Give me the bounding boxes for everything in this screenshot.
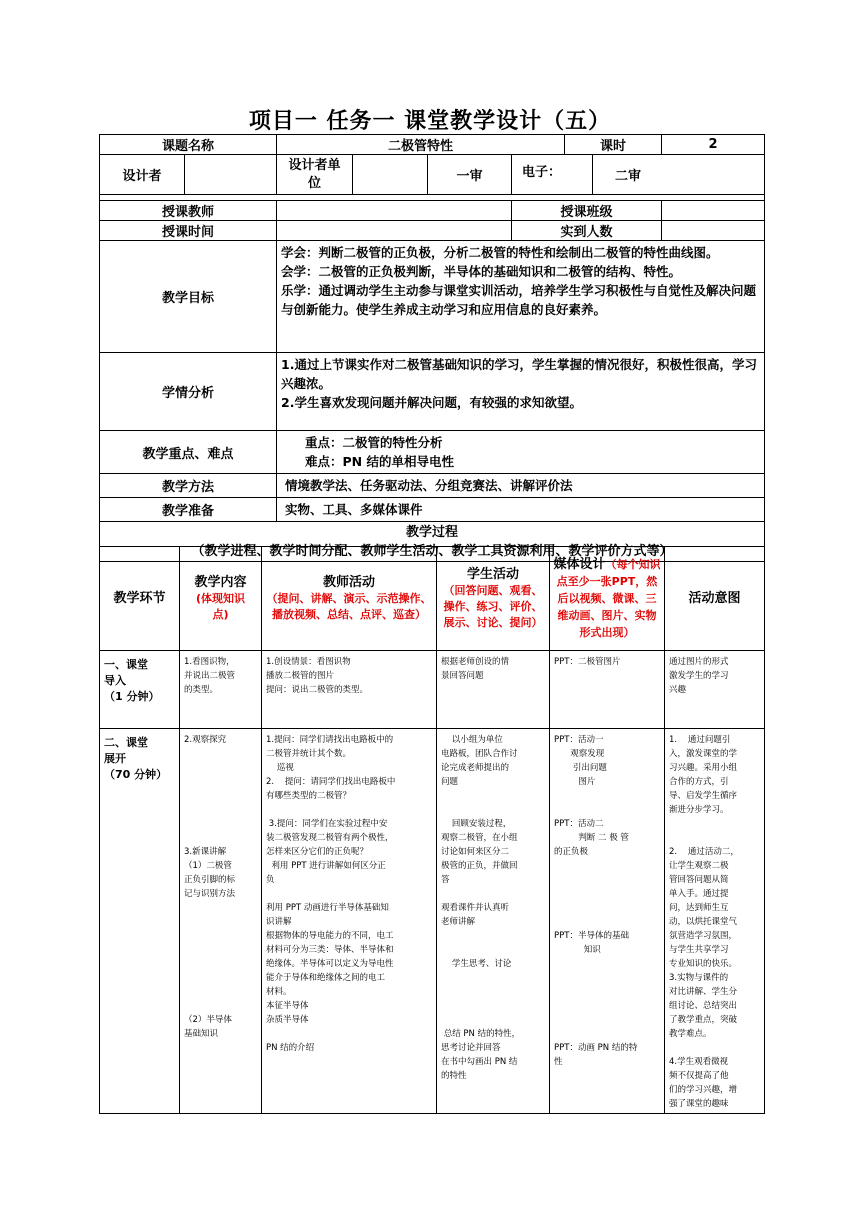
info-table: [99, 134, 765, 562]
row2-student: 以小组为单位 电路板，团队合作讨 论完成老师提出的 问题 回顾安装过程， 观察二极管，在小组 讨论如何来区分二 极管的正负，并做回 答 观看课件并认真听 老师讲解 学生思考、讨论 总结 PN 结的特性， 思考讨论并回答 在书中勾画出 PN 结 的特性: [437, 729, 550, 1114]
row1-media: PPT：二极管图片: [550, 651, 665, 729]
method-label: 教学方法: [100, 474, 277, 498]
analysis-line: 2.学生喜欢发现问题并解决问题，有较强的求知欲望。: [281, 395, 582, 410]
header-intent: 活动意图: [665, 547, 765, 651]
row2-teacher: 1.提问：同学们请找出电路板中的 二极管并统计其个数。 巡视 2. 提问：请同学们找出电路板中 有哪些类型的二极管？ 3.提问：同学们在实验过程中安 装二极管发现二极管有两个极性， 怎样来区分它们的正负呢？ 利用 PPT 进行讲解如何区分正 负 利用 PPT 动画进行半导体基础知 识讲解 根据物体的导电能力的不同，电工 材料可分为三类：导体、半导体和 绝缘体。半导体可以定义为导电性 能介于导体和绝缘体之间的电工 材料。 本征半导体 杂质半导体 PN 结的介绍: [262, 729, 437, 1114]
header-teacher: 教师活动 （提问、讲解、演示、示范操作、播放视频、总结、点评、巡查）: [262, 547, 437, 651]
analysis-label: 学情分析: [100, 353, 277, 431]
process-title: 教学过程: [406, 524, 459, 540]
attendance-label: 实到人数: [512, 221, 662, 241]
row2-media: PPT：活动一 观察发现 引出问题 图片 PPT：活动二 判断 二 极 管 的正负极 PPT：半导体的基础 知识 PPT：动画 PN 结的特 性: [550, 729, 665, 1114]
row2-intent: 1. 通过问题引 入，激发课堂的学 习兴趣。采用小组 合作的方式，引 导、启发学生循序 渐进分步学习。 2. 通过活动二， 让学生观察二极 管回答问题从简 单入手。通过提 问，达到师生互 动，以烘托课堂气 氛营造学习氛围， 与学生共享学习 专业知识的快乐。 3.实物与课件的 对比讲解、学生分 组讨论、总结突出 了教学重点，突破 教学难点。 4.学生观看微视 频不仅提高了他 们的学习兴趣，增 强了课堂的趣味: [665, 729, 765, 1114]
first-review-label: 一审: [428, 155, 512, 195]
hours-label: 课时: [565, 135, 662, 155]
class-value: [662, 201, 765, 221]
header-content-note: (体现知识点): [195, 592, 246, 621]
focus-line: 难点：PN 结的单相导电性: [305, 454, 454, 469]
designer-label: 设计者: [100, 155, 185, 195]
method-value: 情境教学法、任务驱动法、分组竞赛法、讲解评价法: [277, 474, 765, 498]
row2-content: 2.观察探究 3.新课讲解 （1）二极管 正负引脚的标 记与识别方法 （2）半导体 基础知识: [180, 729, 262, 1114]
row1-content: 1.看图识物， 并说出二极管 的类型。: [180, 651, 262, 729]
goals-line: 会学：二极管的正负极判断，半导体的基础知识和二极管的结构、特性。: [281, 264, 682, 279]
designer-unit-value: [353, 155, 428, 195]
header-student-note: （回答问题、观看、操作、练习、评价、展示、讨论、提问）: [443, 584, 543, 629]
header-media-note: （每个知识点至少一张PPT，然后以视频、微课、三维动画、图片、实物形式出现）: [556, 558, 661, 639]
process-table: [99, 546, 765, 1114]
header-stage: 教学环节: [100, 547, 180, 651]
teacher-value: [277, 201, 512, 221]
goals-content: [277, 241, 765, 353]
topic-label: 课题名称: [100, 135, 277, 155]
time-label: 授课时间: [100, 221, 277, 241]
row1-stage: 一、课堂 导入 （1 分钟）: [100, 651, 180, 729]
goals-line: 乐学：通过调动学生主动参与课堂实训活动，培养学生学习积极性与自觉性及解决问题与创新能力。使学生养成主动学习和应用信息的良好素养。: [281, 283, 757, 317]
topic-value: 二极管特性: [277, 135, 565, 155]
header-media: 媒体设计（每个知识点至少一张PPT，然后以视频、微课、三维动画、图片、实物形式出现）: [550, 547, 665, 651]
analysis-line: 1.通过上节课实作对二极管基础知识的学习，学生掌握的情况很好，积极性很高，学习兴趣浓。: [281, 357, 757, 391]
goals-label: 教学目标: [100, 241, 277, 353]
designer-unit-label: 设计者单 位: [277, 155, 353, 195]
focus-label: 教学重点、难点: [100, 431, 277, 474]
class-label: 授课班级: [512, 201, 662, 221]
focus-content: [277, 431, 765, 474]
teacher-label: 授课教师: [100, 201, 277, 221]
header-teacher-note: （提问、讲解、演示、示范操作、播放视频、总结、点评、巡查）: [266, 592, 432, 621]
row1-teacher: 1.创设情景：看图识物 播放二极管的图片 提问：说出二极管的类型。: [262, 651, 437, 729]
attendance-value: [662, 221, 765, 241]
analysis-content: [277, 353, 765, 431]
goals-line: 学会：判断二极管的正负极，分析二极管的特性和绘制出二极管的特性曲线图。: [281, 245, 719, 260]
row2-stage: 二、课堂 展开 （70 分钟）: [100, 729, 180, 1114]
email-label: 电子：: [512, 155, 593, 195]
prep-label: 教学准备: [100, 498, 277, 522]
focus-line: 重点：二极管的特性分析: [305, 435, 443, 450]
process-subtitle: （教学进程、教学时间分配、教师学生活动、教学工具资源利用、教学评价方式等）: [191, 543, 673, 559]
second-review-label: 二审: [593, 155, 765, 195]
hours-value: 2: [662, 135, 765, 155]
header-student: 学生活动 （回答问题、观看、操作、练习、评价、展示、讨论、提问）: [437, 547, 550, 651]
designer-value: [185, 155, 277, 195]
page-title: 项目一 任务一 课堂教学设计（五）: [248, 109, 612, 134]
row1-intent: 通过图片的形式 激发学生的学习 兴趣: [665, 651, 765, 729]
row1-student: 根据老师创设的情 景回答问题: [437, 651, 550, 729]
header-content: 教学内容 (体现知识点): [180, 547, 262, 651]
prep-value: 实物、工具、多媒体课件: [277, 498, 765, 522]
time-value: [277, 221, 512, 241]
